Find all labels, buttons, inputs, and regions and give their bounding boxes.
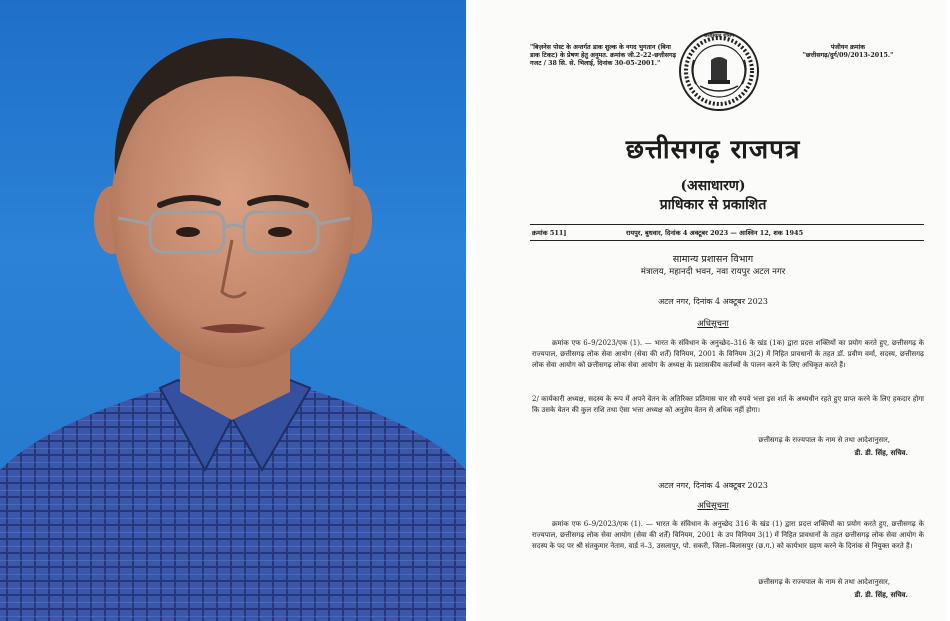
postal-note: "बिज़नेस पोस्ट के अन्तर्गत डाक शुल्क के नगद भुगतान (बिना डाक टिकट) के प्रेषण हेतु अनुमत. क्रमांक जी.2-22-छत्तीसगढ़ गजट / 38 सि. से. भिलाई, दिनांक 30-05-2001." [530,44,677,68]
emblem-seal-text: छत्तीसगढ़ शासन [704,33,734,39]
notice1-signature: डी. डी. सिंह, सचिव. [854,448,908,457]
notice1-order-line: छत्तीसगढ़ के राज्यपाल के नाम से तथा आदेशानुसार, [758,436,890,444]
notice2-heading: अधिसूचना [697,500,729,510]
right-eye [268,227,292,237]
gazette-extraordinary: (असाधारण) [680,178,746,194]
notice1-paragraph1: क्रमांक एफ 6–9/2023/एक (1). — भारत के संविधान के अनुच्छेद–316 के खंड (1क) द्वारा प्रदत्त शक्तियों का प्रयोग करते हुए, छत्तीसगढ़ के राज्यपाल, छत्तीसगढ़ लोक सेवा आयोग (सेवा की शर्तें) विनियम, 2001 के विनियम 3(2) में निहित प्रावधानों के तहत डॉ. प्रवीण वर्मा, सदस्य, छत्तीसगढ़ लोक सेवा आयोग को छत्तीसगढ़ लोक सेवा आयोग के अध्यक्ष के प्रशासकीय कर्तव्यों के पालन करने के लिए अधिकृत करते हैं। [532,339,924,369]
notice2-paragraph1: क्रमांक एफ 6–9/2023/एक (1). — भारत के संविधान के अनुच्छेद 316 के खंड (1) द्वारा प्रदत्त शक्तियों का प्रयोग करते हुए, छत्तीसगढ़ के राज्यपाल, छत्तीसगढ़ लोक सेवा आयोग (सेवा की शर्तें) विनियम, 2001 के उप विनियम 3(1) में निहित प्रावधानों के तहत छत्तीसगढ़ लोक सेवा आयोग के सदस्य के पद पर श्री संतकुमार नेताम, वार्ड नं–3, उसलापुर, पो. सकरी, जिला–बिलासपुर (छ.ग.) को कार्यभार ग्रहण करने के दिनांक से नियुक्त करते हैं। [532,520,924,550]
issue-date: रायपुर, बुधवार, दिनांक 4 अक्टूबर 2023 — आश्विन 12, शक 1945 [626,229,804,237]
top-rule [530,224,924,225]
notice2-signature: डी. डी. सिंह, सचिव. [854,590,908,599]
issue-number: क्रमांक 511] [532,229,567,237]
department-address: मंत्रालय, महानदी भवन, नवा रायपुर अटल नगर [640,267,786,277]
notice1-paragraph2: 2/ कार्यकारी अध्यक्ष, सदस्य के रूप में अपने वेतन के अतिरिक्त प्रतिमास चार सौ रुपये भत्ता इस शर्त के अध्यधीन रहते हुए प्राप्त करने के लिए हकदार होगा कि उसके वेतन की कुल राशि तथा ऐसा भत्ता अध्यक्ष को अनुज्ञेय वेतन से अधिक नहीं होगा। [532,395,924,414]
registration-value: "छत्तीसगढ़/दुर्ग/09/2013-2015." [802,52,894,60]
registration-label: पंजीयन क्रमांक [830,44,866,51]
department-name: सामान्य प्रशासन विभाग [672,254,754,265]
registration-note [782,44,914,60]
gazette-title: छत्तीसगढ़ राजपत्र [625,135,801,165]
gazette-page [476,0,950,621]
notice2-date: अटल नगर, दिनांक 4 अक्टूबर 2023 [658,481,768,490]
notice2-order-line: छत्तीसगढ़ के राज्यपाल के नाम से तथा आदेशानुसार, [758,578,890,586]
panel-divider [466,0,476,621]
gazette-authority: प्राधिकार से प्रकाशित [659,197,767,213]
notice1-heading: अधिसूचना [697,318,729,328]
notice1-date: अटल नगर, दिनांक 4 अक्टूबर 2023 [658,297,768,306]
shirt-shape [0,388,466,621]
state-emblem-icon [678,30,760,112]
left-eye [176,227,200,237]
portrait-illustration [0,0,466,621]
bottom-rule [530,240,924,241]
portrait-photo [0,0,466,621]
